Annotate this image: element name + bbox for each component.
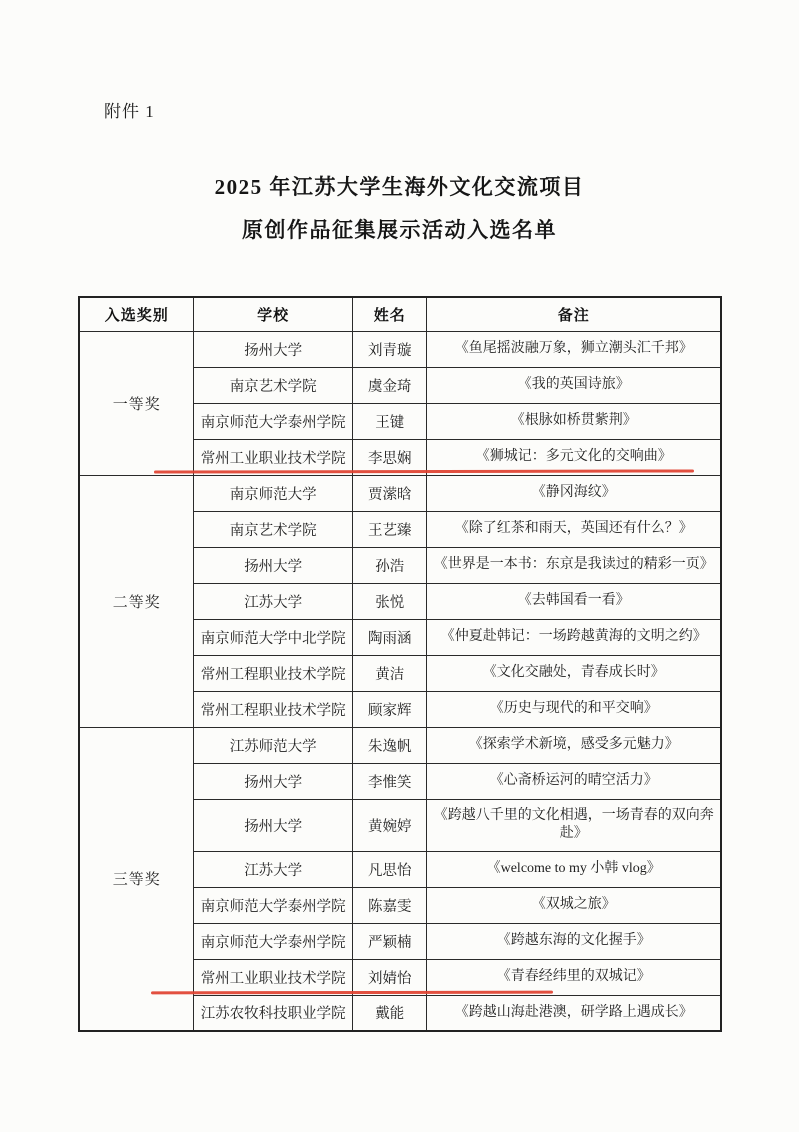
note-cell: 《双城之旅》 [427,887,721,923]
header-school: 学校 [194,297,353,331]
award-category-label: 三等奖 [79,727,194,1031]
school-cell: 扬州大学 [194,799,353,851]
name-cell: 刘婧怡 [352,959,426,995]
note-cell: 《文化交融处，青春成长时》 [427,655,721,691]
name-cell: 王键 [352,403,426,439]
note-cell: 《青春经纬里的双城记》 [427,959,721,995]
note-cell: 《鱼尾摇波融万象，狮立潮头汇千邦》 [427,331,721,367]
school-cell: 扬州大学 [194,331,353,367]
award-roster-table [78,296,722,1032]
table-row [79,331,721,367]
award-category-label: 一等奖 [79,331,194,475]
note-cell: 《狮城记：多元文化的交响曲》 [427,439,721,475]
school-cell: 南京师范大学中北学院 [194,619,353,655]
name-cell: 陈嘉雯 [352,887,426,923]
school-cell: 南京师范大学 [194,475,353,511]
note-cell: 《welcome to my 小韩 vlog》 [427,851,721,887]
school-cell: 南京艺术学院 [194,511,353,547]
name-cell: 戴能 [352,995,426,1031]
note-cell: 《去韩国看一看》 [427,583,721,619]
name-cell: 陶雨涵 [352,619,426,655]
header-remarks: 备注 [427,297,721,331]
note-cell: 《静冈海纹》 [427,475,721,511]
table-row [79,475,721,511]
name-cell: 顾家辉 [352,691,426,727]
table-header-row [79,297,721,331]
header-award-category: 入选奖别 [79,297,194,331]
table-row [79,727,721,763]
name-cell: 黄洁 [352,655,426,691]
note-cell: 《仲夏赴韩记：一场跨越黄海的文明之约》 [427,619,721,655]
name-cell: 凡思怡 [352,851,426,887]
name-cell: 张悦 [352,583,426,619]
school-cell: 常州工程职业技术学院 [194,691,353,727]
document-title-line2: 原创作品征集展示活动入选名单 [242,218,557,242]
name-cell: 虞金琦 [352,367,426,403]
note-cell: 《历史与现代的和平交响》 [427,691,721,727]
name-cell: 贾潆晗 [352,475,426,511]
school-cell: 江苏师范大学 [194,727,353,763]
school-cell: 常州工业职业技术学院 [194,959,353,995]
header-name: 姓名 [352,297,426,331]
name-cell: 李思娴 [352,439,426,475]
name-cell: 严颖楠 [352,923,426,959]
note-cell: 《根脉如桥贯紫荆》 [427,403,721,439]
note-cell: 《跨越东海的文化握手》 [427,923,721,959]
note-cell: 《除了红茶和雨天，英国还有什么？》 [427,511,721,547]
name-cell: 王艺臻 [352,511,426,547]
document-title-line1: 2025 年江苏大学生海外文化交流项目 [214,175,585,199]
note-cell: 《我的英国诗旅》 [427,367,721,403]
school-cell: 南京师范大学泰州学院 [194,923,353,959]
school-cell: 常州工业职业技术学院 [194,439,353,475]
note-cell: 《跨越山海赴港澳，研学路上遇成长》 [427,995,721,1031]
school-cell: 江苏大学 [194,583,353,619]
school-cell: 常州工程职业技术学院 [194,655,353,691]
school-cell: 江苏大学 [194,851,353,887]
name-cell: 李惟笑 [352,763,426,799]
school-cell: 南京师范大学泰州学院 [194,403,353,439]
school-cell: 南京师范大学泰州学院 [194,887,353,923]
name-cell: 刘青璇 [352,331,426,367]
attachment-label: 附件 1 [104,102,155,121]
school-cell: 扬州大学 [194,763,353,799]
school-cell: 南京艺术学院 [194,367,353,403]
school-cell: 扬州大学 [194,547,353,583]
award-category-label: 二等奖 [79,475,194,727]
note-cell: 《心斋桥运河的晴空活力》 [427,763,721,799]
note-cell: 《跨越八千里的文化相遇，一场青春的双向奔赴》 [427,799,721,851]
name-cell: 黄婉婷 [352,799,426,851]
school-cell: 江苏农牧科技职业学院 [194,995,353,1031]
note-cell: 《探索学术新境，感受多元魅力》 [427,727,721,763]
name-cell: 孙浩 [352,547,426,583]
document-title [0,166,799,252]
name-cell: 朱逸帆 [352,727,426,763]
note-cell: 《世界是一本书：东京是我读过的精彩一页》 [427,547,721,583]
